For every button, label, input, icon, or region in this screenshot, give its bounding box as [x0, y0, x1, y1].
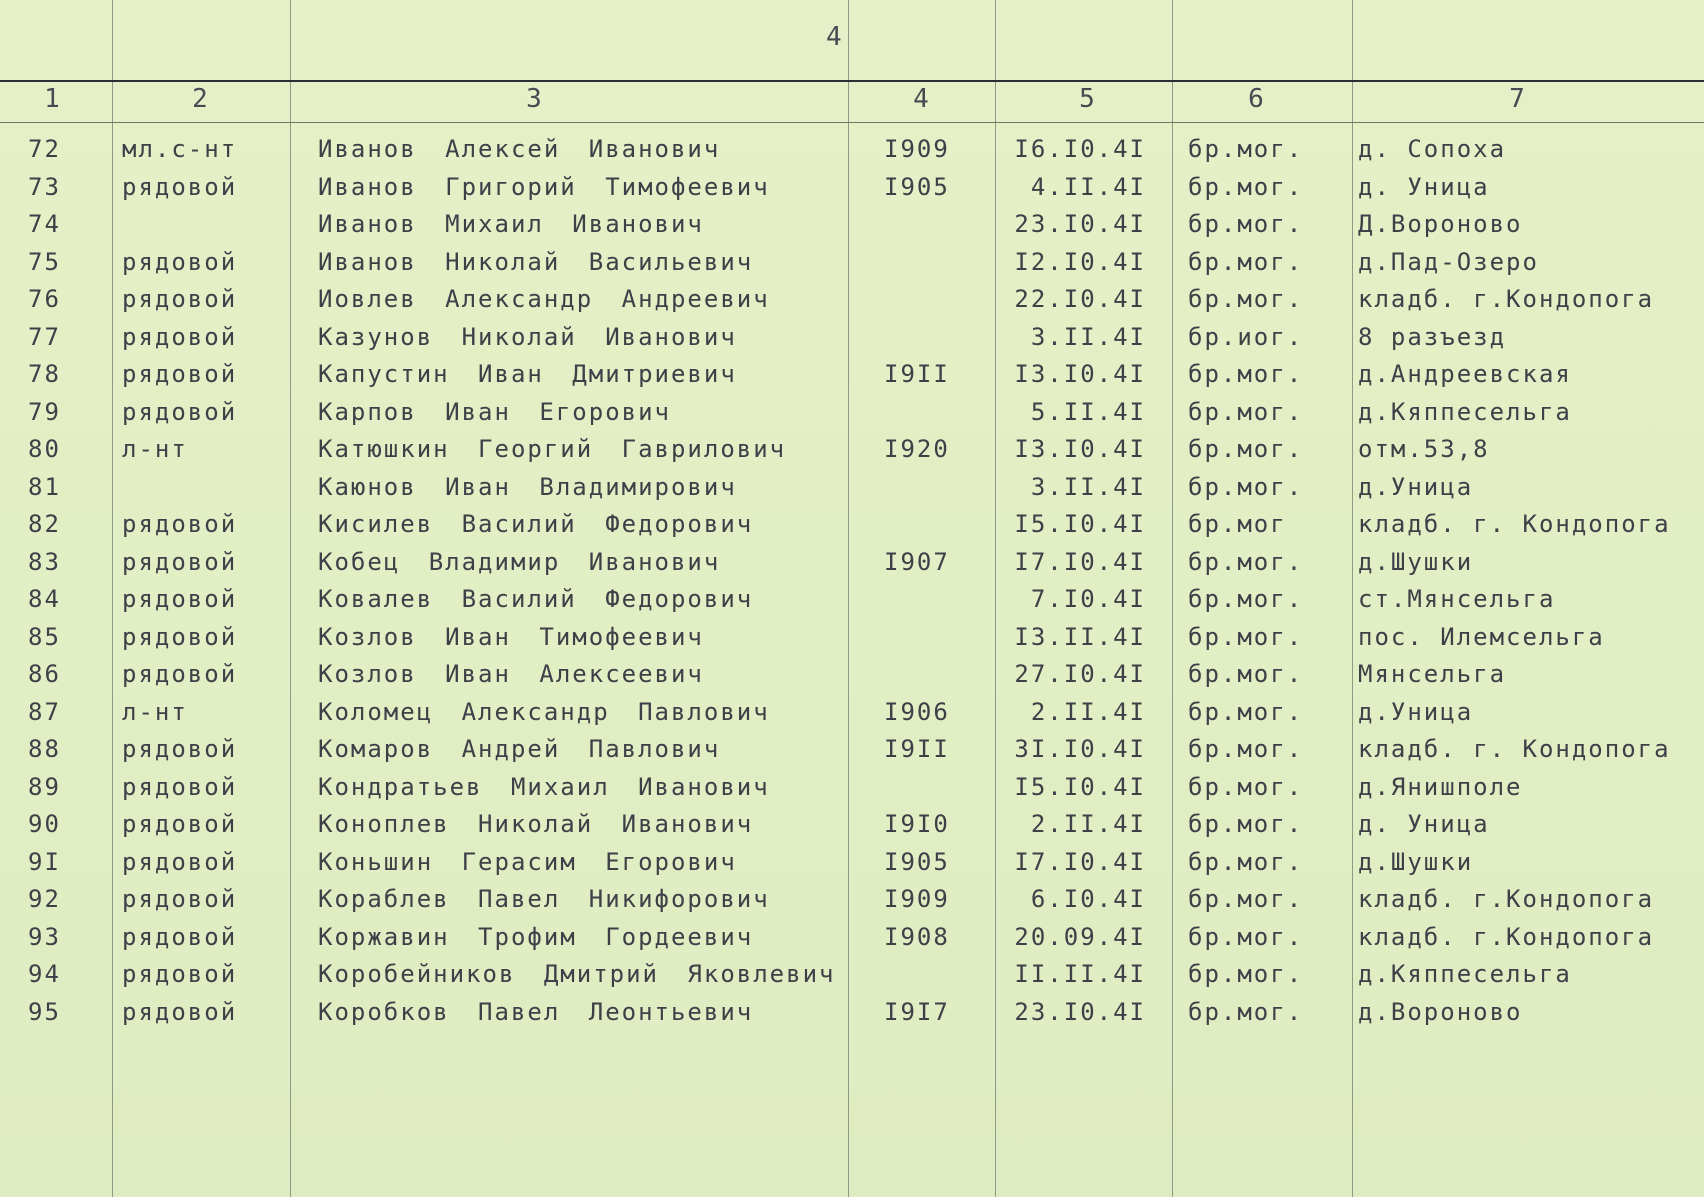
burial-type: бр.мог. — [1188, 210, 1304, 238]
birth-year: I905 — [884, 847, 950, 876]
rank: рядовой — [122, 810, 238, 838]
table-row — [0, 360, 1704, 397]
burial-place: отм.53,8 — [1358, 435, 1490, 463]
death-date: 4.II.4I — [1030, 172, 1146, 201]
birth-year: I906 — [884, 697, 950, 726]
death-date: I7.I0.4I — [1014, 847, 1146, 876]
burial-place: пос. Илемсельга — [1358, 622, 1605, 651]
row-number: 82 — [28, 510, 61, 538]
burial-type: бр.мог. — [1188, 397, 1304, 426]
death-date: I3.II.4I — [1014, 622, 1146, 651]
death-date: 20.09.4I — [1014, 922, 1146, 951]
row-number: 87 — [28, 697, 61, 726]
row-number: 81 — [28, 472, 61, 501]
row-number: 89 — [28, 772, 61, 801]
death-date: 27.I0.4I — [1014, 660, 1146, 688]
row-number: 94 — [28, 960, 61, 988]
full-name: Коржавин Трофим Гордеевич — [318, 922, 754, 951]
death-date: 23.I0.4I — [1014, 210, 1146, 238]
row-number: 9I — [28, 847, 61, 876]
death-date: I7.I0.4I — [1014, 547, 1146, 576]
column-header: 7 — [1509, 84, 1525, 114]
death-date: I3.I0.4I — [1014, 360, 1146, 388]
birth-year: I909 — [884, 885, 950, 913]
birth-year: I9II — [884, 360, 950, 388]
birth-year: I9II — [884, 735, 950, 763]
rank: рядовой — [122, 322, 238, 351]
burial-type: бр.мог — [1188, 510, 1287, 538]
full-name: Кондратьев Михаил Иванович — [318, 772, 770, 801]
burial-type: бр.мог. — [1188, 997, 1304, 1026]
death-date: 3I.I0.4I — [1014, 735, 1146, 763]
burial-place: Мянсельга — [1358, 660, 1507, 688]
rank: л-нт — [122, 697, 188, 726]
row-number: 83 — [28, 547, 61, 576]
row-number: 86 — [28, 660, 61, 688]
burial-type: бр.мог. — [1188, 285, 1304, 313]
row-number: 77 — [28, 322, 61, 351]
table-row — [0, 585, 1704, 622]
burial-type: бр.мог. — [1188, 247, 1304, 276]
burial-type: бр.мог. — [1188, 810, 1304, 838]
table-row — [0, 510, 1704, 547]
death-date: 2.II.4I — [1030, 810, 1146, 838]
birth-year: I920 — [884, 435, 950, 463]
rank: рядовой — [122, 997, 238, 1026]
full-name: Капустин Иван Дмитриевич — [318, 360, 737, 388]
birth-year: I905 — [884, 172, 950, 201]
birth-year: I907 — [884, 547, 950, 576]
table-row — [0, 960, 1704, 997]
rank: рядовой — [122, 547, 238, 576]
full-name: Козлов Иван Тимофеевич — [318, 622, 704, 651]
table-row — [0, 548, 1704, 585]
table-row — [0, 998, 1704, 1035]
full-name: Коломец Александр Павлович — [318, 697, 770, 726]
full-name: Казунов Николай Иванович — [318, 322, 737, 351]
table-row — [0, 698, 1704, 735]
burial-type: бр.мог. — [1188, 772, 1304, 801]
row-number: 74 — [28, 210, 61, 238]
column-header: 2 — [192, 84, 208, 114]
full-name: Иванов Григорий Тимофеевич — [318, 172, 770, 201]
burial-place: кладб. г. Кондопога — [1358, 735, 1671, 763]
burial-place: кладб. г.Кондопога — [1358, 885, 1655, 913]
full-name: Ковалев Василий Федорович — [318, 585, 754, 613]
row-number: 78 — [28, 360, 61, 388]
death-date: I5.I0.4I — [1014, 510, 1146, 538]
burial-type: бр.мог. — [1188, 735, 1304, 763]
row-number: 79 — [28, 397, 61, 426]
burial-type: бр.мог. — [1188, 697, 1304, 726]
rank: рядовой — [122, 247, 238, 276]
column-header: 6 — [1248, 84, 1264, 114]
table-row — [0, 623, 1704, 660]
burial-place: 8 разъезд — [1358, 322, 1507, 351]
row-number: 88 — [28, 735, 61, 763]
burial-type: бр.мог. — [1188, 960, 1304, 988]
rank: рядовой — [122, 360, 238, 388]
table-row — [0, 735, 1704, 772]
death-date: 3.II.4I — [1030, 472, 1146, 501]
death-date: 3.II.4I — [1030, 322, 1146, 351]
table-row — [0, 848, 1704, 885]
rank: рядовой — [122, 660, 238, 688]
rank: рядовой — [122, 847, 238, 876]
birth-year: I9I0 — [884, 810, 950, 838]
burial-place: д.Янишполе — [1358, 772, 1523, 801]
table-row — [0, 323, 1704, 360]
burial-place: д. Уница — [1358, 810, 1490, 838]
death-date: 22.I0.4I — [1014, 285, 1146, 313]
birth-year: I908 — [884, 922, 950, 951]
burial-place: д.Уница — [1358, 697, 1474, 726]
full-name: Карпов Иван Егорович — [318, 397, 671, 426]
death-date: I3.I0.4I — [1014, 435, 1146, 463]
full-name: Иванов Алексей Иванович — [318, 135, 721, 163]
burial-place: ст.Мянсельга — [1358, 585, 1556, 613]
table-row — [0, 810, 1704, 847]
burial-type: бр.мог. — [1188, 435, 1304, 463]
burial-place: д.Уница — [1358, 472, 1474, 501]
table-row — [0, 923, 1704, 960]
burial-type: бр.мог. — [1188, 472, 1304, 501]
row-number: 73 — [28, 172, 61, 201]
full-name: Комаров Андрей Павлович — [318, 735, 721, 763]
table-row — [0, 473, 1704, 510]
death-date: II.II.4I — [1014, 960, 1146, 988]
row-number: 95 — [28, 997, 61, 1026]
full-name: Козлов Иван Алексеевич — [318, 660, 704, 688]
burial-place: кладб. г.Кондопога — [1358, 285, 1655, 313]
burial-type: бр.мог. — [1188, 847, 1304, 876]
rank: рядовой — [122, 772, 238, 801]
burial-place: д.Кяппесельга — [1358, 960, 1572, 988]
burial-place: д.Андреевская — [1358, 360, 1572, 388]
table-row — [0, 773, 1704, 810]
row-number: 76 — [28, 285, 61, 313]
rank: рядовой — [122, 285, 238, 313]
burial-place: д.Кяппесельга — [1358, 397, 1572, 426]
burial-type: бр.мог. — [1188, 172, 1304, 201]
row-number: 84 — [28, 585, 61, 613]
column-header: 1 — [44, 84, 60, 114]
full-name: Коньшин Герасим Егорович — [318, 847, 737, 876]
burial-type: бр.мог. — [1188, 885, 1304, 913]
rank: рядовой — [122, 622, 238, 651]
burial-type: бр.иог. — [1188, 322, 1304, 351]
death-date: 7.I0.4I — [1030, 585, 1146, 613]
table-row — [0, 285, 1704, 322]
death-date: 5.II.4I — [1030, 397, 1146, 426]
page-number: 4 — [826, 22, 842, 52]
burial-place: д.Пад-Озеро — [1358, 247, 1539, 276]
table-row — [0, 248, 1704, 285]
column-header: 4 — [913, 84, 929, 114]
full-name: Катюшкин Георгий Гаврилович — [318, 435, 787, 463]
header-rule — [0, 80, 1704, 82]
full-name: Кисилев Василий Федорович — [318, 510, 754, 538]
burial-place: кладб. г.Кондопога — [1358, 922, 1655, 951]
rank: л-нт — [122, 435, 188, 463]
burial-type: бр.мог. — [1188, 585, 1304, 613]
full-name: Кораблев Павел Никифорович — [318, 885, 770, 913]
column-header: 5 — [1079, 84, 1095, 114]
burial-place: д.Вороново — [1358, 997, 1523, 1026]
rank: рядовой — [122, 510, 238, 538]
death-date: 2.II.4I — [1030, 697, 1146, 726]
death-date: I2.I0.4I — [1014, 247, 1146, 276]
table-row — [0, 210, 1704, 247]
full-name: Иванов Николай Васильевич — [318, 247, 754, 276]
burial-type: бр.мог. — [1188, 547, 1304, 576]
birth-year: I9I7 — [884, 997, 950, 1026]
burial-type: бр.мог. — [1188, 622, 1304, 651]
birth-year: I909 — [884, 135, 950, 163]
burial-place: д.Шушки — [1358, 547, 1474, 576]
row-number: 90 — [28, 810, 61, 838]
table-row — [0, 660, 1704, 697]
rank: рядовой — [122, 585, 238, 613]
full-name: Коробейников Дмитрий Яковлевич — [318, 960, 836, 988]
rank: рядовой — [122, 922, 238, 951]
death-date: 6.I0.4I — [1030, 885, 1146, 913]
death-date: I5.I0.4I — [1014, 772, 1146, 801]
rank: рядовой — [122, 735, 238, 763]
burial-place: д. Сопоха — [1358, 135, 1507, 163]
burial-type: бр.мог. — [1188, 660, 1304, 688]
row-number: 75 — [28, 247, 61, 276]
full-name: Коробков Павел Леонтьевич — [318, 997, 754, 1026]
table-row — [0, 173, 1704, 210]
burial-place: Д.Вороново — [1358, 210, 1523, 238]
header-bottom-rule — [0, 122, 1704, 123]
burial-type: бр.мог. — [1188, 922, 1304, 951]
rank: рядовой — [122, 172, 238, 201]
burial-type: бр.мог. — [1188, 135, 1304, 163]
table-row — [0, 398, 1704, 435]
table-row — [0, 135, 1704, 172]
row-number: 72 — [28, 135, 61, 163]
table-row — [0, 885, 1704, 922]
rank: рядовой — [122, 397, 238, 426]
row-number: 85 — [28, 622, 61, 651]
rank: рядовой — [122, 960, 238, 988]
burial-place: кладб. г. Кондопога — [1358, 510, 1671, 538]
full-name: Иовлев Александр Андреевич — [318, 285, 770, 313]
death-date: I6.I0.4I — [1014, 135, 1146, 163]
full-name: Иванов Михаил Иванович — [318, 210, 704, 238]
table-row — [0, 435, 1704, 472]
death-date: 23.I0.4I — [1014, 997, 1146, 1026]
full-name: Каюнов Иван Владимирович — [318, 472, 737, 501]
burial-type: бр.мог. — [1188, 360, 1304, 388]
column-header: 3 — [526, 84, 542, 114]
burial-place: д.Шушки — [1358, 847, 1474, 876]
rank: мл.с-нт — [122, 135, 238, 163]
row-number: 93 — [28, 922, 61, 951]
burial-place: д. Уница — [1358, 172, 1490, 201]
row-number: 92 — [28, 885, 61, 913]
full-name: Коноплев Николай Иванович — [318, 810, 754, 838]
rank: рядовой — [122, 885, 238, 913]
row-number: 80 — [28, 435, 61, 463]
full-name: Кобец Владимир Иванович — [318, 547, 721, 576]
